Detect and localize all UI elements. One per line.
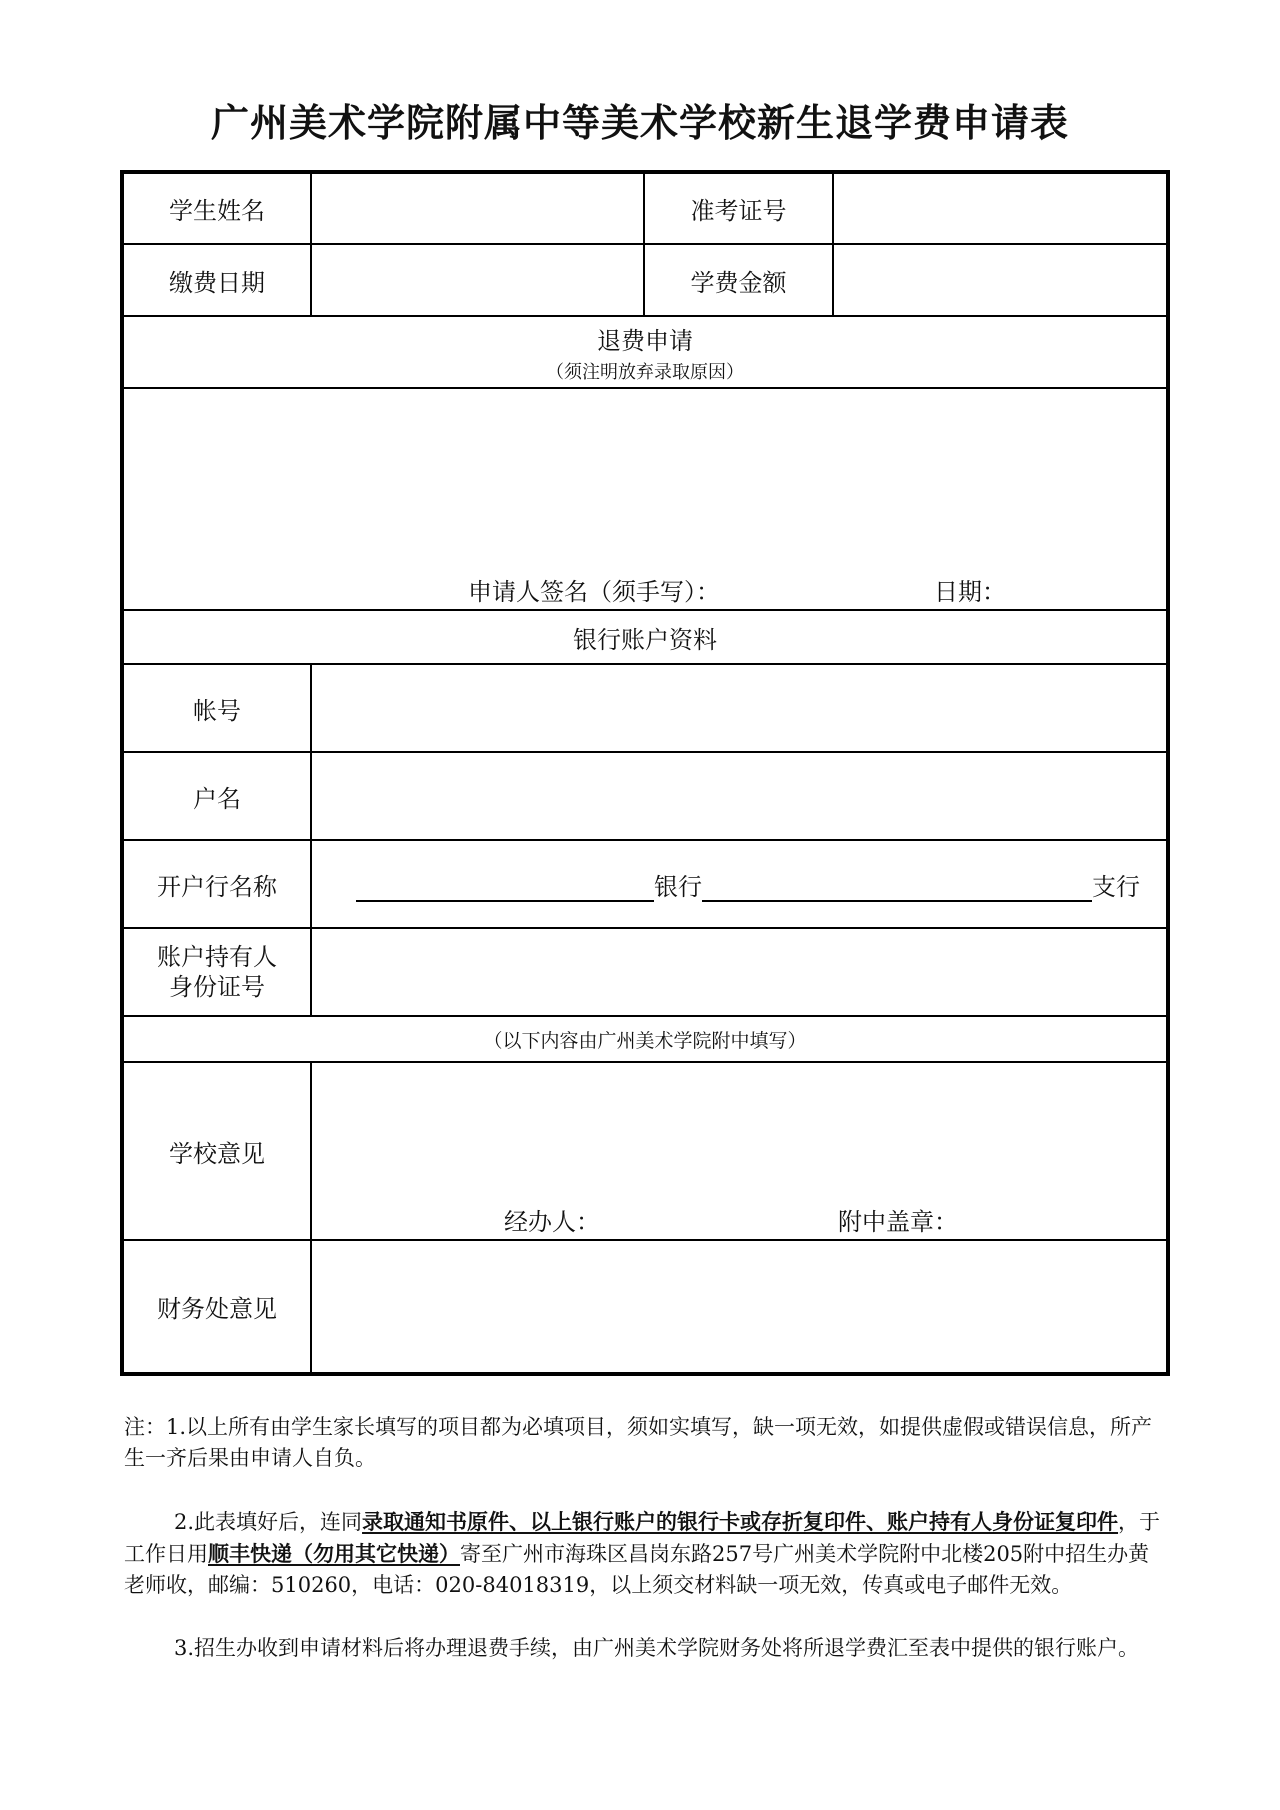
school-opinion-label: 学校意见 bbox=[122, 1062, 311, 1240]
notes-section bbox=[124, 1412, 1164, 1696]
account-name-field[interactable] bbox=[311, 752, 1168, 840]
note-2 bbox=[124, 1506, 1164, 1601]
finance-opinion-field[interactable] bbox=[311, 1240, 1168, 1374]
school-opinion-field[interactable] bbox=[311, 1062, 1168, 1240]
refund-request-title: 退费申请 bbox=[597, 326, 693, 355]
bank-branch-label: 开户行名称 bbox=[122, 840, 311, 928]
application-date-label: 日期： bbox=[934, 578, 1006, 606]
fee-amount-label: 学费金额 bbox=[644, 244, 833, 316]
account-number-label: 帐号 bbox=[122, 664, 311, 752]
bank-info-header: 银行账户资料 bbox=[122, 610, 1168, 664]
exam-number-label: 准考证号 bbox=[644, 172, 833, 244]
fee-amount-field[interactable] bbox=[833, 244, 1168, 316]
student-name-label: 学生姓名 bbox=[122, 172, 311, 244]
refund-request-header bbox=[122, 316, 1168, 388]
finance-opinion-label: 财务处意见 bbox=[122, 1240, 311, 1374]
applicant-signature-label: 申请人签名（须手写）： bbox=[468, 578, 720, 606]
branch-name-blank[interactable] bbox=[702, 874, 1092, 902]
exam-number-field[interactable] bbox=[833, 172, 1168, 244]
refund-application-form bbox=[120, 170, 1170, 1376]
student-name-field[interactable] bbox=[311, 172, 644, 244]
account-number-field[interactable] bbox=[311, 664, 1168, 752]
account-name-label: 户名 bbox=[122, 752, 311, 840]
bank-word: 银行 bbox=[654, 872, 702, 901]
payment-date-label: 缴费日期 bbox=[122, 244, 311, 316]
note-2-part-a: 2.此表填好后，连同 bbox=[174, 1510, 363, 1534]
note-2-required-materials: 录取通知书原件、以上银行账户的银行卡或存折复印件、账户持有人身份证复印件 bbox=[362, 1509, 1119, 1534]
note-1: 注：1.以上所有由学生家长填写的项目都为必填项目，须如实填写，缺一项无效，如提供虚假或错误信息，所产生一齐后果由申请人自负。 bbox=[124, 1415, 1153, 1470]
payment-date-field[interactable] bbox=[311, 244, 644, 316]
holder-id-label-line1: 账户持有人 bbox=[157, 943, 277, 971]
seal-label: 附中盖章： bbox=[838, 1208, 958, 1236]
note-2-part-c: ，于工作日用 bbox=[124, 1510, 1161, 1566]
note-2-courier: 顺丰快递（勿用其它快递） bbox=[208, 1541, 460, 1566]
branch-word: 支行 bbox=[1092, 872, 1140, 901]
refund-request-note: （须注明放弃录取原因） bbox=[546, 361, 744, 383]
holder-id-label-line2: 身份证号 bbox=[169, 973, 265, 1001]
holder-id-label bbox=[122, 928, 311, 1016]
handler-label: 经办人： bbox=[504, 1208, 600, 1236]
bank-name-blank[interactable] bbox=[356, 874, 654, 902]
note-3: 3.招生办收到申请材料后将办理退费手续，由广州美术学院财务处将所退学费汇至表中提供的银行账户。 bbox=[174, 1636, 1140, 1660]
school-fill-note: （以下内容由广州美术学院附中填写） bbox=[122, 1016, 1168, 1062]
refund-reason-area[interactable] bbox=[122, 388, 1168, 610]
holder-id-field[interactable] bbox=[311, 928, 1168, 1016]
bank-branch-field[interactable] bbox=[311, 840, 1168, 928]
page-title: 广州美术学院附属中等美术学校新生退学费申请表 bbox=[210, 101, 1069, 145]
note-2-address: 寄至广州市海珠区昌岗东路257号广州美术学院附中北楼205附中招生办黄老师收，邮编：510260，电话：020-84018319，以上须交材料缺一项无效，传真或电子邮件无效。 bbox=[124, 1542, 1150, 1597]
